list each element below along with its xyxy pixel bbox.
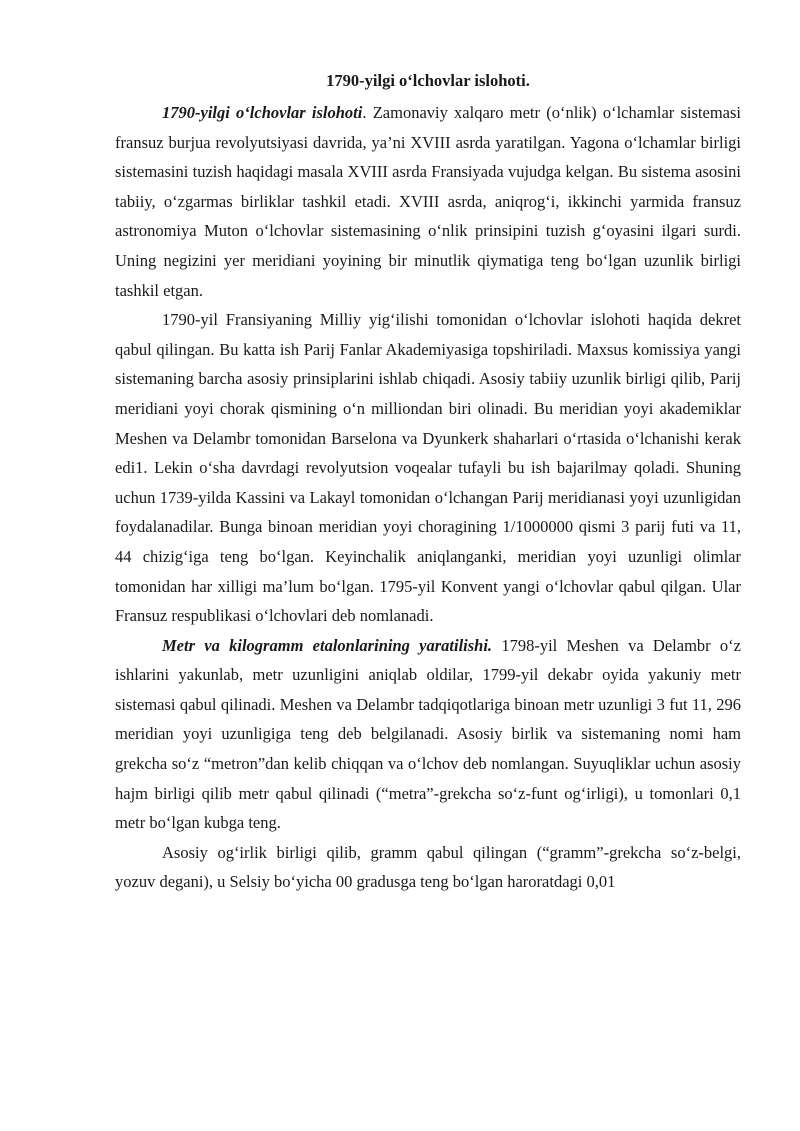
document-page — [115, 66, 741, 897]
paragraph-3 — [115, 631, 741, 838]
paragraph-4-text: Asosiy ogʻirlik birligi qilib, gramm qabul qilingan (“gramm”-grekcha soʻz-belgi, yozuv degani), u Selsiy boʻyicha 00 gradusga teng boʻlgan haroratdagi 0,01 — [115, 842, 741, 892]
paragraph-4 — [115, 838, 741, 897]
paragraph-1-lead: 1790-yilgi oʻlchovlar islohoti — [162, 103, 363, 122]
paragraph-2-text: 1790-yil Fransiyaning Milliy yigʻilishi tomonidan oʻlchovlar islohoti haqida dekret qabul qilingan. Bu katta ish Parij Fanlar Akademiyasiga topshiriladi. Maxsus komissiya yangi sistemaning barcha asosiy prinsiplarini ishlab chiqadi. Asosiy tabiiy uzunlik birligi qilib, Parij meridiani yoyi chorak qismining oʻn milliondan biri olinadi. Bu meridian yoyi akademiklar Meshen va Delambr tomonidan Barselona va Dyunkerk shaharlari oʻrtasida oʻlchanishi kerak edi1. Lekin oʻsha davrdagi revolyutsion voqealar tufayli bu ish bajarilmay qoladi. Shuning uchun 1739-yilda Kassini va Lakayl tomonidan oʻlchangan Parij meridianasi yoyi uzunligidan foydalanadilar. Bunga binoan meridian yoyi choragining 1/1000000 qismi 3 parij futi va 11, 44 chizigʻiga teng boʻlgan. Keyinchalik aniqlanganki, meridian yoyi uzunligi olimlar tomonidan har xilligi ma’lum boʻlgan. 1795-yil Konvent yangi oʻlchovlar qabul qilgan. Ular Fransuz respublikasi oʻlchovlari deb nomlanadi. — [115, 310, 741, 626]
paragraph-1-text: . Zamonaviy xalqaro metr (oʻnlik) oʻlchamlar sistemasi fransuz burjua revolyutsiyasi davrida, ya’ni XVIII asrda yaratilgan. Yagona oʻlchamlar birligi sistemasini tuzish haqidagi masala XVIII asrda Fransiyada vujudga kelgan. Bu sistema asosini tabiiy, oʻzgarmas birliklar tashkil etadi. XVIII asrda, aniqrogʻi, ikkinchi yarmida fransuz astronomiya Muton oʻlchovlar sistemasining oʻnlik prinsipini tuzish gʻoyasini ilgari surdi. Uning negizini yer meridiani yoyining bir minutlik qiymatiga teng boʻlgan uzunlik birligi tashkil etgan. — [115, 103, 742, 300]
paragraph-3-text: 1798-yil Meshen va Delambr oʻz ishlarini yakunlab, metr uzunligini aniqlab oldilar, 1799-yil dekabr oyida yakuniy metr sistemasi qabul qilinadi. Meshen va Delambr tadqiqotlariga binoan metr uzunligi 3 fut 11, 296 meridian yoyi uzunligiga teng deb belgilanadi. Asosiy birlik va sistemaning nomi ham grekcha soʻz “metron”dan kelib chiqqan va oʻlchov deb nomlangan. Suyuqliklar uchun asosiy hajm birligi qilib metr qabul qilinadi (“metra”-grekcha soʻz-funt ogʻirligi), u tomonlari 0,1 metr boʻlgan kubga teng. — [115, 635, 741, 833]
paragraph-2 — [115, 305, 741, 631]
paragraph-1 — [115, 98, 741, 305]
document-title: 1790-yilgi oʻlchovlar islohoti. — [326, 71, 530, 90]
paragraph-3-lead: Metr va kilogramm etalonlarining yaratilishi. — [162, 635, 493, 655]
